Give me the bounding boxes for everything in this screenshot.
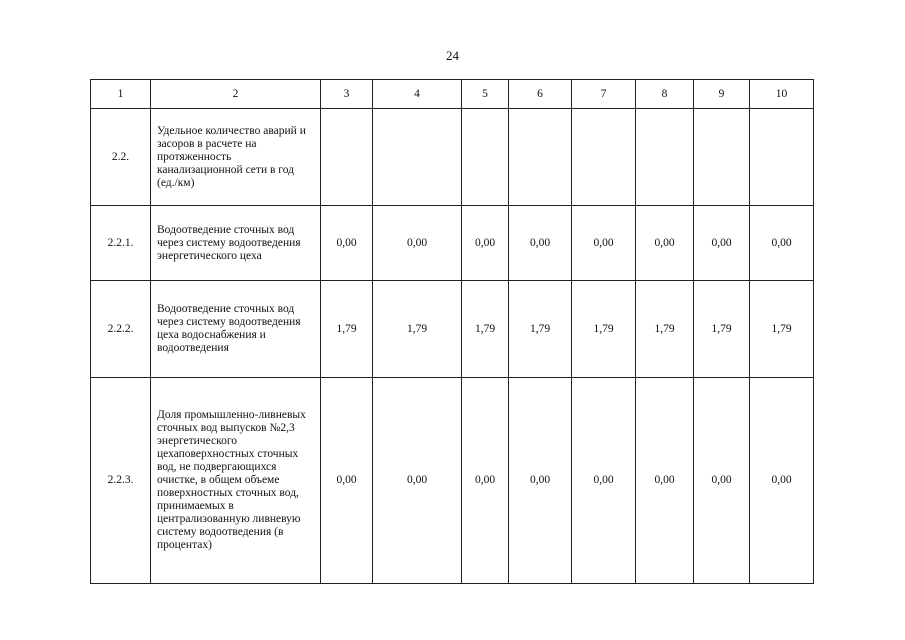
- value-cell: [572, 109, 636, 206]
- table-header-row: [91, 80, 814, 109]
- value-cell: 1,79: [462, 281, 509, 378]
- value-cell: 0,00: [636, 378, 694, 584]
- value-cell: [750, 109, 814, 206]
- value-cell: [373, 109, 462, 206]
- value-cell: 0,00: [636, 206, 694, 281]
- header-cell: 1: [91, 80, 151, 109]
- value-cell: 0,00: [572, 378, 636, 584]
- value-cell: 0,00: [321, 378, 373, 584]
- value-cell: 0,00: [373, 378, 462, 584]
- value-cell: [509, 109, 572, 206]
- value-cell: 0,00: [509, 378, 572, 584]
- table-row: [91, 109, 814, 206]
- value-cell: 0,00: [373, 206, 462, 281]
- value-cell: 1,79: [572, 281, 636, 378]
- value-cell: 0,00: [572, 206, 636, 281]
- row-description: Водоотведение сточных вод через систему водоотведения цеха водоснабжения и водоотведения: [151, 281, 321, 378]
- value-cell: [321, 109, 373, 206]
- row-number: 2.2.3.: [91, 378, 151, 584]
- header-cell: 10: [750, 80, 814, 109]
- row-number: 2.2.2.: [91, 281, 151, 378]
- value-cell: 0,00: [694, 378, 750, 584]
- table-row: [91, 378, 814, 584]
- header-cell: 7: [572, 80, 636, 109]
- value-cell: [462, 109, 509, 206]
- value-cell: 0,00: [509, 206, 572, 281]
- value-cell: 1,79: [636, 281, 694, 378]
- row-number: 2.2.1.: [91, 206, 151, 281]
- value-cell: 0,00: [321, 206, 373, 281]
- value-cell: 1,79: [509, 281, 572, 378]
- header-cell: 4: [373, 80, 462, 109]
- value-cell: 1,79: [373, 281, 462, 378]
- header-cell: 5: [462, 80, 509, 109]
- table-row: [91, 206, 814, 281]
- value-cell: 0,00: [694, 206, 750, 281]
- value-cell: 0,00: [750, 206, 814, 281]
- value-cell: 0,00: [462, 378, 509, 584]
- page-number: 24: [446, 48, 459, 63]
- value-cell: 1,79: [750, 281, 814, 378]
- value-cell: 0,00: [462, 206, 509, 281]
- table-row: [91, 281, 814, 378]
- value-cell: 0,00: [750, 378, 814, 584]
- header-cell: 8: [636, 80, 694, 109]
- header-cell: 6: [509, 80, 572, 109]
- header-cell: 3: [321, 80, 373, 109]
- value-cell: 1,79: [321, 281, 373, 378]
- row-description: Водоотведение сточных вод через систему водоотведения энергетического цеха: [151, 206, 321, 281]
- value-cell: [694, 109, 750, 206]
- value-cell: 1,79: [694, 281, 750, 378]
- header-cell: 9: [694, 80, 750, 109]
- row-description: Удельное количество аварий и засоров в расчете на протяженность канализационной сети в год (ед./км): [151, 109, 321, 206]
- indicators-table: [90, 79, 814, 584]
- row-description: Доля промышленно-ливневых сточных вод выпусков №2,3 энергетического цехаповерхностных сточных вод, не подвергающихся очистке, в общем объеме поверхностных сточных вод, принимаемых в централизованную ливневую систему водоотведения (в процентах): [151, 378, 321, 584]
- row-number: 2.2.: [91, 109, 151, 206]
- header-cell: 2: [151, 80, 321, 109]
- value-cell: [636, 109, 694, 206]
